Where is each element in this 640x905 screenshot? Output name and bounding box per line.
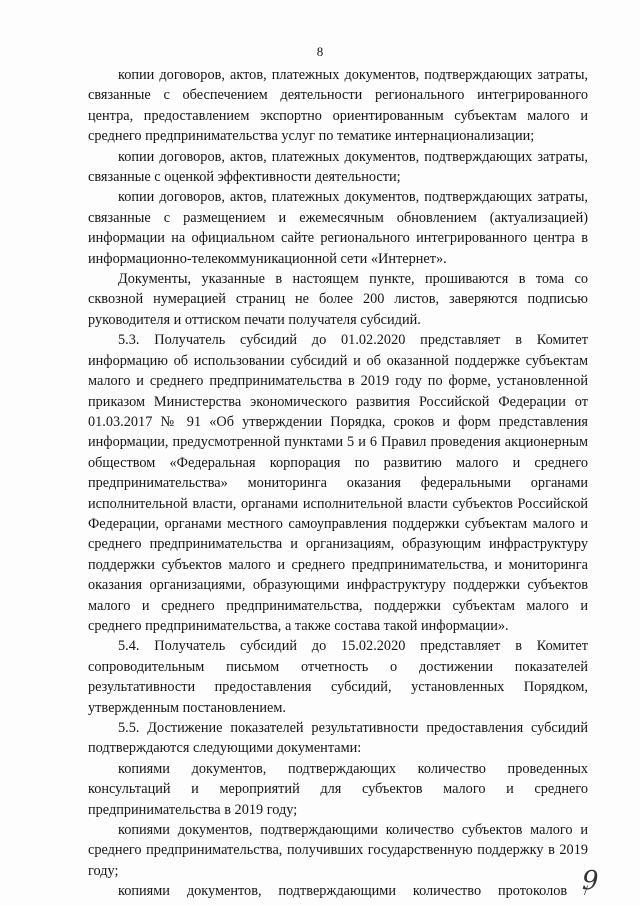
paragraph-protocols: копиями документов, подтверждающими количество протоколов /: [118, 883, 588, 900]
paragraph-4: Документы, указанные в настоящем пункте, прошиваются в тома со сквозной нумерацией страниц не более 200 листов, заверяются подписью руководителя и оттиском печати получателя субсидий.: [88, 271, 588, 328]
paragraph-3: копии договоров, актов, платежных документов, подтверждающих затраты, связанные с размещением и ежемесячным обновлением (актуализацией) информации на официальном сайте регионального интегрированного центра в информационно-телекоммуникационной сети «Интернет».: [88, 189, 588, 267]
paragraph-5-3: 5.3. Получатель субсидий до 01.02.2020 представляет в Комитет информацию об использовании субсидий и об оказанной поддержке субъектам малого и среднего предпринимательства в 2019 году по форме, установленной приказом Министерства экономического развития Российской Федерации от 01.03.2017 № 91 «Об утверждении Порядка, сроков и форм представления информации, предусмотренной пунктами 5 и 6 Правил проведения акционерным обществом «Федеральная корпорация по развитию малого и среднего предпринимательства» мониторинга оказания федеральными органами исполнительной власти, органами исполнительной власти субъектов Российской Федерации, органами местного самоуправления поддержки субъектам малого и среднего предпринимательства и организациям, образующим инфраструктуру поддержки субъектов малого и среднего предпринимательства, и мониторинга оказания организациями, образующими инфраструктуру поддержки субъектов малого и среднего предпринимательства, поддержки субъектам малого и среднего предпринимательства, а также состава такой информации».: [88, 332, 588, 634]
paragraph-2: копии договоров, актов, платежных документов, подтверждающих затраты, связанные с оценкой эффективности деятельности;: [88, 148, 588, 186]
paragraph-consultations: копиями документов, подтверждающих количество проведенных консультаций и мероприятий для субъектов малого и среднего предпринимательства в 2019 году;: [88, 760, 588, 818]
page-number: 8: [316, 44, 324, 59]
paragraph-5-5: 5.5. Достижение показателей результативности предоставления субсидий подтверждаются следующими документами:: [88, 720, 588, 757]
paragraph-5-4: 5.4. Получатель субсидий до 15.02.2020 представляет в Комитет сопроводительным письмом отчетность о достижении показателей результативности предоставления субсидий, установленных Порядком, утвержденным постановлением.: [88, 638, 588, 716]
document-body: [88, 65, 588, 902]
paragraph-1: копии договоров, актов, платежных документов, подтверждающих затраты, связанные с обеспечением деятельности регионального интегрированного центра, предоставлением экспортно ориентированным субъектам малого и среднего предпринимательства услуг по тематике интернационализации;: [88, 67, 588, 145]
paragraph-support-recipients: копиями документов, подтверждающими количество субъектов малого и среднего предпринимательства, получивших государственную поддержку в 2019 году;: [88, 822, 588, 879]
handwritten-page-mark: 9: [582, 866, 599, 896]
